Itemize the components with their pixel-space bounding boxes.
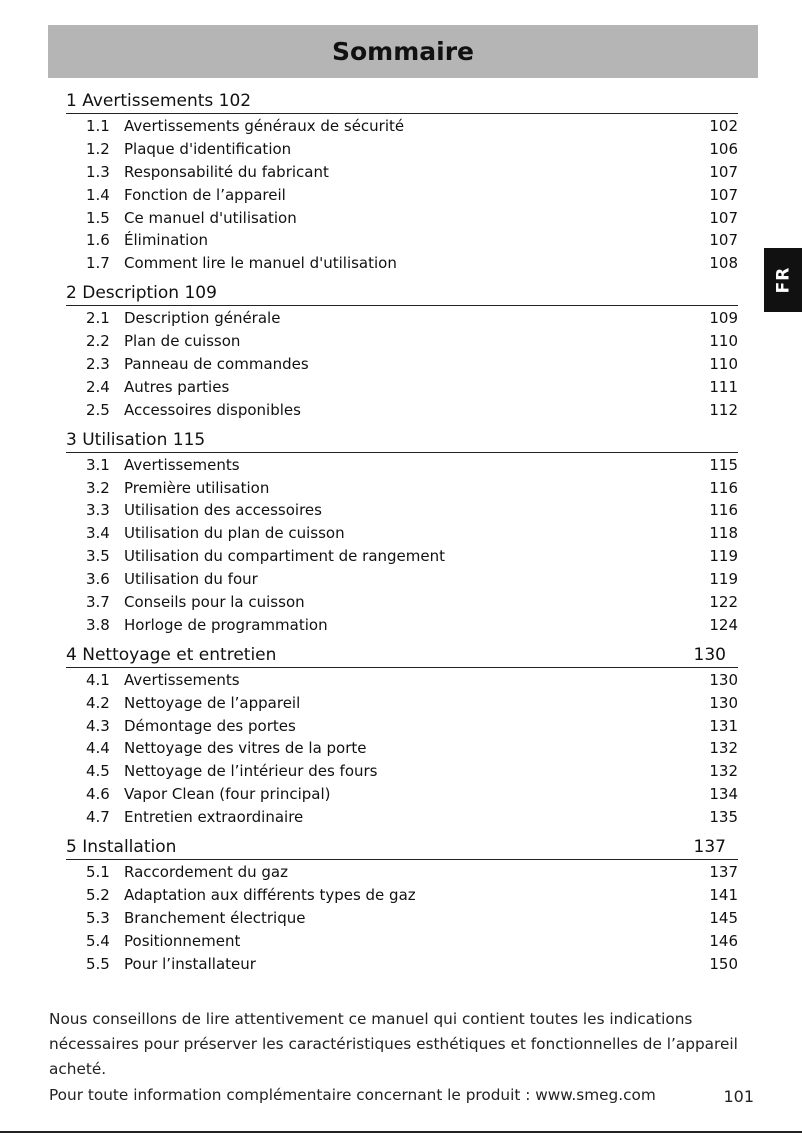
- toc-entry-label: Entretien extraordinaire: [124, 808, 304, 827]
- toc-entry-page: 110: [709, 355, 738, 374]
- toc-entry[interactable]: [66, 932, 738, 955]
- toc-entry-page: 115: [709, 455, 738, 474]
- toc-section-page: 130: [693, 644, 726, 665]
- toc-section-number: 3: [66, 429, 77, 450]
- toc-section-label: Nettoyage et entretien: [82, 644, 277, 665]
- toc-entry-label: Première utilisation: [124, 478, 270, 497]
- toc-entry-label: Raccordement du gaz: [124, 863, 288, 882]
- toc-entry[interactable]: [66, 616, 738, 639]
- toc-entry-page: 111: [709, 377, 738, 396]
- toc-entry-page: 107: [709, 231, 738, 250]
- toc-entry[interactable]: [66, 863, 738, 886]
- toc-entry-page: 107: [709, 185, 738, 204]
- toc-entry-label: Nettoyage de l’intérieur des fours: [124, 762, 378, 781]
- toc-entry-number: 3.5: [86, 547, 110, 566]
- toc-section-heading[interactable]: [66, 283, 738, 306]
- toc-entry[interactable]: [66, 501, 738, 524]
- toc-entry-page: 132: [709, 739, 738, 758]
- toc-entry-label: Accessoires disponibles: [124, 400, 301, 419]
- toc-entry-page: 132: [709, 762, 738, 781]
- toc-entry[interactable]: [66, 479, 738, 502]
- toc-section: [66, 91, 738, 277]
- toc-entry-page: 110: [709, 332, 738, 351]
- toc-entry-number: 3.3: [86, 501, 110, 520]
- toc-section: [66, 837, 738, 977]
- toc-entry-label: Nettoyage de l’appareil: [124, 693, 301, 712]
- toc-entry-label: Vapor Clean (four principal): [124, 785, 331, 804]
- toc-entry-label: Nettoyage des vitres de la porte: [124, 739, 367, 758]
- toc-entry-number: 3.6: [86, 570, 110, 589]
- toc-entry[interactable]: [66, 524, 738, 547]
- toc-section-page: 137: [693, 837, 726, 858]
- intro-paragraph: Nous conseillons de lire attentivement ce manuel qui contient toutes les indications nécessaires pour préserver les caractéristiques esthétiques et fonctionnelles de l’appareil acheté.: [49, 1010, 738, 1078]
- toc-section-heading[interactable]: [66, 645, 738, 668]
- toc-entry[interactable]: [66, 671, 738, 694]
- toc-entry[interactable]: [66, 694, 738, 717]
- toc-entry-number: 4.3: [86, 716, 110, 735]
- toc-entry-label: Conseils pour la cuisson: [124, 593, 305, 612]
- toc-entry-page: 116: [709, 501, 738, 520]
- toc-section-label: Avertissements: [82, 91, 214, 111]
- toc-entry-page: 108: [709, 254, 738, 273]
- toc-entry[interactable]: [66, 955, 738, 978]
- toc-entry-label: Démontage des portes: [124, 716, 296, 735]
- toc-entry-label: Utilisation des accessoires: [124, 501, 322, 520]
- toc-entry-number: 3.7: [86, 593, 110, 612]
- toc-section-heading[interactable]: [66, 837, 738, 860]
- toc-section: [66, 430, 738, 639]
- toc-entry-label: Avertissements: [124, 670, 240, 689]
- toc-entry[interactable]: [66, 808, 738, 831]
- toc-entry-page: 118: [709, 524, 738, 543]
- toc-entry-number: 5.5: [86, 954, 110, 973]
- toc-entry-number: 5.4: [86, 931, 110, 950]
- toc-entry-number: 1.7: [86, 254, 110, 273]
- toc-entry-number: 1.2: [86, 139, 110, 158]
- toc-section-inline-page: 115: [172, 429, 206, 450]
- toc-entry-label: Ce manuel d'utilisation: [124, 208, 297, 227]
- toc-entry[interactable]: [66, 401, 738, 424]
- toc-entry-label: Autres parties: [124, 377, 230, 396]
- toc-entry-label: Responsabilité du fabricant: [124, 162, 329, 181]
- toc-entry-page: 107: [709, 162, 738, 181]
- toc-section-label: Description: [82, 283, 180, 304]
- toc-entry-label: Avertissements généraux de sécurité: [124, 117, 405, 135]
- toc-entry-page: 134: [709, 785, 738, 804]
- toc-entry-page: 130: [709, 670, 738, 689]
- toc-entry-number: 4.4: [86, 739, 110, 758]
- toc-entry[interactable]: [66, 309, 738, 332]
- toc-entry-number: 2.5: [86, 400, 110, 419]
- toc-section-title: [66, 430, 205, 450]
- toc-section: [66, 283, 738, 423]
- toc-entry-number: 5.2: [86, 885, 110, 904]
- toc-section-label: Installation: [82, 837, 177, 858]
- toc-entry-label: Adaptation aux différents types de gaz: [124, 885, 416, 904]
- toc-entry-page: 145: [709, 908, 738, 927]
- toc-entry[interactable]: [66, 209, 738, 232]
- toc-entry[interactable]: [66, 186, 738, 209]
- toc-entry-label: Positionnement: [124, 931, 241, 950]
- toc-entry-number: 1.1: [86, 117, 110, 135]
- toc-entry-label: Panneau de commandes: [124, 355, 309, 374]
- toc-entry-number: 2.3: [86, 355, 110, 374]
- toc-section-number: 5: [66, 837, 77, 858]
- toc-entry-number: 3.8: [86, 615, 110, 634]
- toc-entry[interactable]: [66, 163, 738, 186]
- toc-entry[interactable]: [66, 332, 738, 355]
- toc-entry-number: 4.2: [86, 693, 110, 712]
- toc-entry[interactable]: [66, 739, 738, 762]
- toc-entry[interactable]: [66, 717, 738, 740]
- toc-section-number: 1: [66, 91, 77, 111]
- toc-entry-page: 112: [709, 400, 738, 419]
- toc-entry-label: Utilisation du compartiment de rangement: [124, 547, 445, 566]
- toc-entry-page: 137: [709, 863, 738, 882]
- toc-entry-number: 5.3: [86, 908, 110, 927]
- toc-entry-number: 1.6: [86, 231, 110, 250]
- toc-section-title: [66, 283, 217, 303]
- toc-entry[interactable]: [66, 117, 738, 140]
- toc-entry-page: 119: [709, 570, 738, 589]
- page-title: Sommaire: [48, 25, 758, 78]
- info-paragraph: Pour toute information complémentaire concernant le produit : www.smeg.com: [49, 1086, 656, 1104]
- toc-entry-number: 3.4: [86, 524, 110, 543]
- toc-section-title: [66, 91, 251, 111]
- toc-entry-label: Pour l’installateur: [124, 954, 256, 973]
- toc-entry[interactable]: [66, 140, 738, 163]
- toc-entry-page: 109: [709, 309, 738, 328]
- toc-entry-number: 4.7: [86, 808, 110, 827]
- toc-section-title: [66, 645, 276, 665]
- toc-entry[interactable]: [66, 785, 738, 808]
- toc-entry[interactable]: [66, 231, 738, 254]
- toc-entry[interactable]: [66, 762, 738, 785]
- toc-entry-number: 4.6: [86, 785, 110, 804]
- toc-entry-number: 4.1: [86, 670, 110, 689]
- toc-entry-label: Horloge de programmation: [124, 615, 328, 634]
- toc-entry-label: Comment lire le manuel d'utilisation: [124, 254, 397, 273]
- toc-entry-label: Fonction de l’appareil: [124, 185, 286, 204]
- toc-entry-number: 2.1: [86, 309, 110, 328]
- toc-entry-page: 119: [709, 547, 738, 566]
- toc-entry[interactable]: [66, 886, 738, 909]
- toc-entry-page: 135: [709, 808, 738, 827]
- toc-entry-number: 5.1: [86, 863, 110, 882]
- toc-entry-page: 131: [709, 716, 738, 735]
- toc-entry-page: 107: [709, 208, 738, 227]
- toc-section-inline-page: 102: [218, 91, 252, 111]
- toc-entry[interactable]: [66, 909, 738, 932]
- toc-entry[interactable]: [66, 378, 738, 401]
- bottom-divider: [0, 1131, 802, 1133]
- toc-entry-label: Avertissements: [124, 455, 240, 474]
- toc-entry-label: Branchement électrique: [124, 908, 306, 927]
- language-tab-label: FR: [772, 266, 793, 294]
- table-of-contents: [66, 91, 738, 984]
- toc-entry-page: 124: [709, 615, 738, 634]
- toc-entry[interactable]: [66, 570, 738, 593]
- toc-entry-number: 2.4: [86, 377, 110, 396]
- toc-entry[interactable]: [66, 456, 738, 479]
- toc-section-title: [66, 837, 176, 857]
- toc-section-number: 2: [66, 283, 77, 304]
- toc-entry-page: 122: [709, 593, 738, 612]
- toc-entry[interactable]: [66, 355, 738, 378]
- toc-entry-number: 1.5: [86, 208, 110, 227]
- toc-entry-page: 150: [709, 954, 738, 973]
- toc-entry-number: 1.3: [86, 162, 110, 181]
- toc-entry-label: Utilisation du four: [124, 570, 258, 589]
- toc-entry-label: Élimination: [124, 231, 209, 250]
- toc-section: [66, 645, 738, 831]
- toc-entry-number: 2.2: [86, 332, 110, 351]
- toc-entry-number: 4.5: [86, 762, 110, 781]
- toc-section-number: 4: [66, 644, 77, 665]
- toc-entry[interactable]: [66, 547, 738, 570]
- toc-entry-label: Description générale: [124, 309, 281, 328]
- toc-entry-number: 3.1: [86, 455, 110, 474]
- toc-entry-page: 106: [709, 139, 738, 158]
- toc-entry-label: Utilisation du plan de cuisson: [124, 524, 345, 543]
- toc-entry[interactable]: [66, 254, 738, 277]
- toc-section-heading[interactable]: [66, 430, 738, 453]
- toc-entry-page: 102: [709, 117, 738, 135]
- toc-entry-number: 3.2: [86, 478, 110, 497]
- page-number: 101: [723, 1087, 754, 1106]
- toc-entry-page: 146: [709, 931, 738, 950]
- toc-section-label: Utilisation: [82, 429, 168, 450]
- toc-section-heading[interactable]: [66, 91, 738, 114]
- toc-entry-page: 141: [709, 885, 738, 904]
- toc-entry-page: 116: [709, 478, 738, 497]
- toc-entry-label: Plaque d'identification: [124, 139, 292, 158]
- intro-block: [49, 1007, 764, 1108]
- toc-section-inline-page: 109: [184, 283, 217, 304]
- toc-entry-label: Plan de cuisson: [124, 332, 241, 351]
- toc-entry[interactable]: [66, 593, 738, 616]
- language-tab: [764, 248, 802, 312]
- toc-entry-page: 130: [709, 693, 738, 712]
- toc-entry-number: 1.4: [86, 185, 110, 204]
